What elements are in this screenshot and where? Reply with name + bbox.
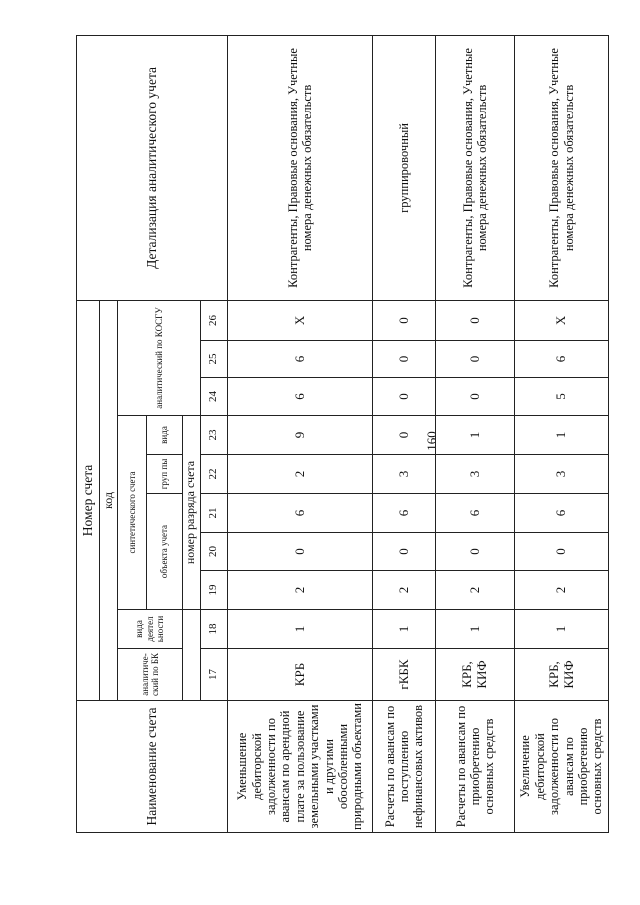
table-row [515,35,609,832]
table-row [227,35,372,832]
cell-c17: КРБ, КИФ [436,649,515,701]
row-detail: группировочный [373,35,436,300]
cell-c19: 2 [436,571,515,610]
cell-c21: 6 [373,494,436,533]
digit-index: 21 [200,494,227,533]
row-name: Расчеты по авансам по приобретению основных средств [436,701,515,833]
cell-c26: X [515,300,609,340]
cell-c18: 1 [436,610,515,649]
cell-c24: 5 [515,378,609,416]
header-analytic-bk: аналитический по БК [117,649,182,701]
header-kind: вида [147,416,183,455]
cell-c17: КРБ, КИФ [515,649,609,701]
account-table [76,35,609,833]
cell-c17: гКБК [373,649,436,701]
cell-c22: 2 [227,455,372,494]
row-name: Уменьшение дебиторской задолженности по авансам по арендной плате за пользование земельными участками и другими обособленными природными объектами [227,701,372,833]
table-row [373,35,436,832]
cell-c20: 0 [436,533,515,571]
cell-c24: 6 [227,378,372,416]
cell-c20: 0 [373,533,436,571]
cell-c25: 6 [227,341,372,378]
digit-index: 24 [200,378,227,416]
digit-index: 23 [200,416,227,455]
row-detail: Контрагенты, Правовые основания, Учетные номера денежных обязательств [227,35,372,300]
cell-c25: 0 [373,341,436,378]
table-row [436,35,515,832]
row-name: Увеличение дебиторской задолженности по авансам по приобретению основных средств [515,701,609,833]
cell-c19: 2 [227,571,372,610]
digit-index: 25 [200,341,227,378]
digit-index: 20 [200,533,227,571]
cell-c25: 0 [436,341,515,378]
cell-c23: 0 [373,416,436,455]
cell-c18: 1 [227,610,372,649]
header-detail: Детализация аналитического учета [77,35,228,300]
cell-c23: 1 [436,416,515,455]
digit-index: 18 [200,610,227,649]
cell-c17: КРБ [227,649,372,701]
cell-c26: X [227,300,372,340]
header-group: груп пы [147,455,183,494]
cell-c22: 3 [373,455,436,494]
header-analytic-kosgu: аналитический по КОСГУ [117,300,200,415]
digit-index: 26 [200,300,227,340]
cell-c22: 3 [515,455,609,494]
digit-index: 19 [200,571,227,610]
page-number: 160 [424,431,439,451]
digit-index: 17 [200,649,227,701]
cell-c26: 0 [373,300,436,340]
cell-c18: 1 [373,610,436,649]
header-activity-type: вида деятел ьности [117,610,182,649]
cell-c19: 2 [515,571,609,610]
rotated-table-container [76,36,609,833]
digit-index: 22 [200,455,227,494]
header-digit-number: номер разряда счета [182,416,200,610]
cell-c24: 0 [436,378,515,416]
cell-c18: 1 [515,610,609,649]
cell-c23: 1 [515,416,609,455]
header-account-number: Номер счета [77,300,100,700]
cell-c23: 9 [227,416,372,455]
row-detail: Контрагенты, Правовые основания, Учетные номера денежных обязательств [436,35,515,300]
cell-c21: 6 [436,494,515,533]
cell-c21: 6 [227,494,372,533]
row-detail: Контрагенты, Правовые основания, Учетные номера денежных обязательств [515,35,609,300]
header-code: код [100,300,118,700]
cell-c25: 6 [515,341,609,378]
row-name: Расчеты по авансам по поступлению нефинансовых активов [373,701,436,833]
header-synthetic: синтетического счета [117,416,146,610]
cell-c20: 0 [515,533,609,571]
cell-c21: 6 [515,494,609,533]
cell-c24: 0 [373,378,436,416]
cell-c19: 2 [373,571,436,610]
header-account-name: Наименование счета [77,701,228,833]
cell-c22: 3 [436,455,515,494]
header-object: объекта учета [147,494,183,610]
cell-c20: 0 [227,533,372,571]
cell-c26: 0 [436,300,515,340]
header-blank [182,610,200,701]
